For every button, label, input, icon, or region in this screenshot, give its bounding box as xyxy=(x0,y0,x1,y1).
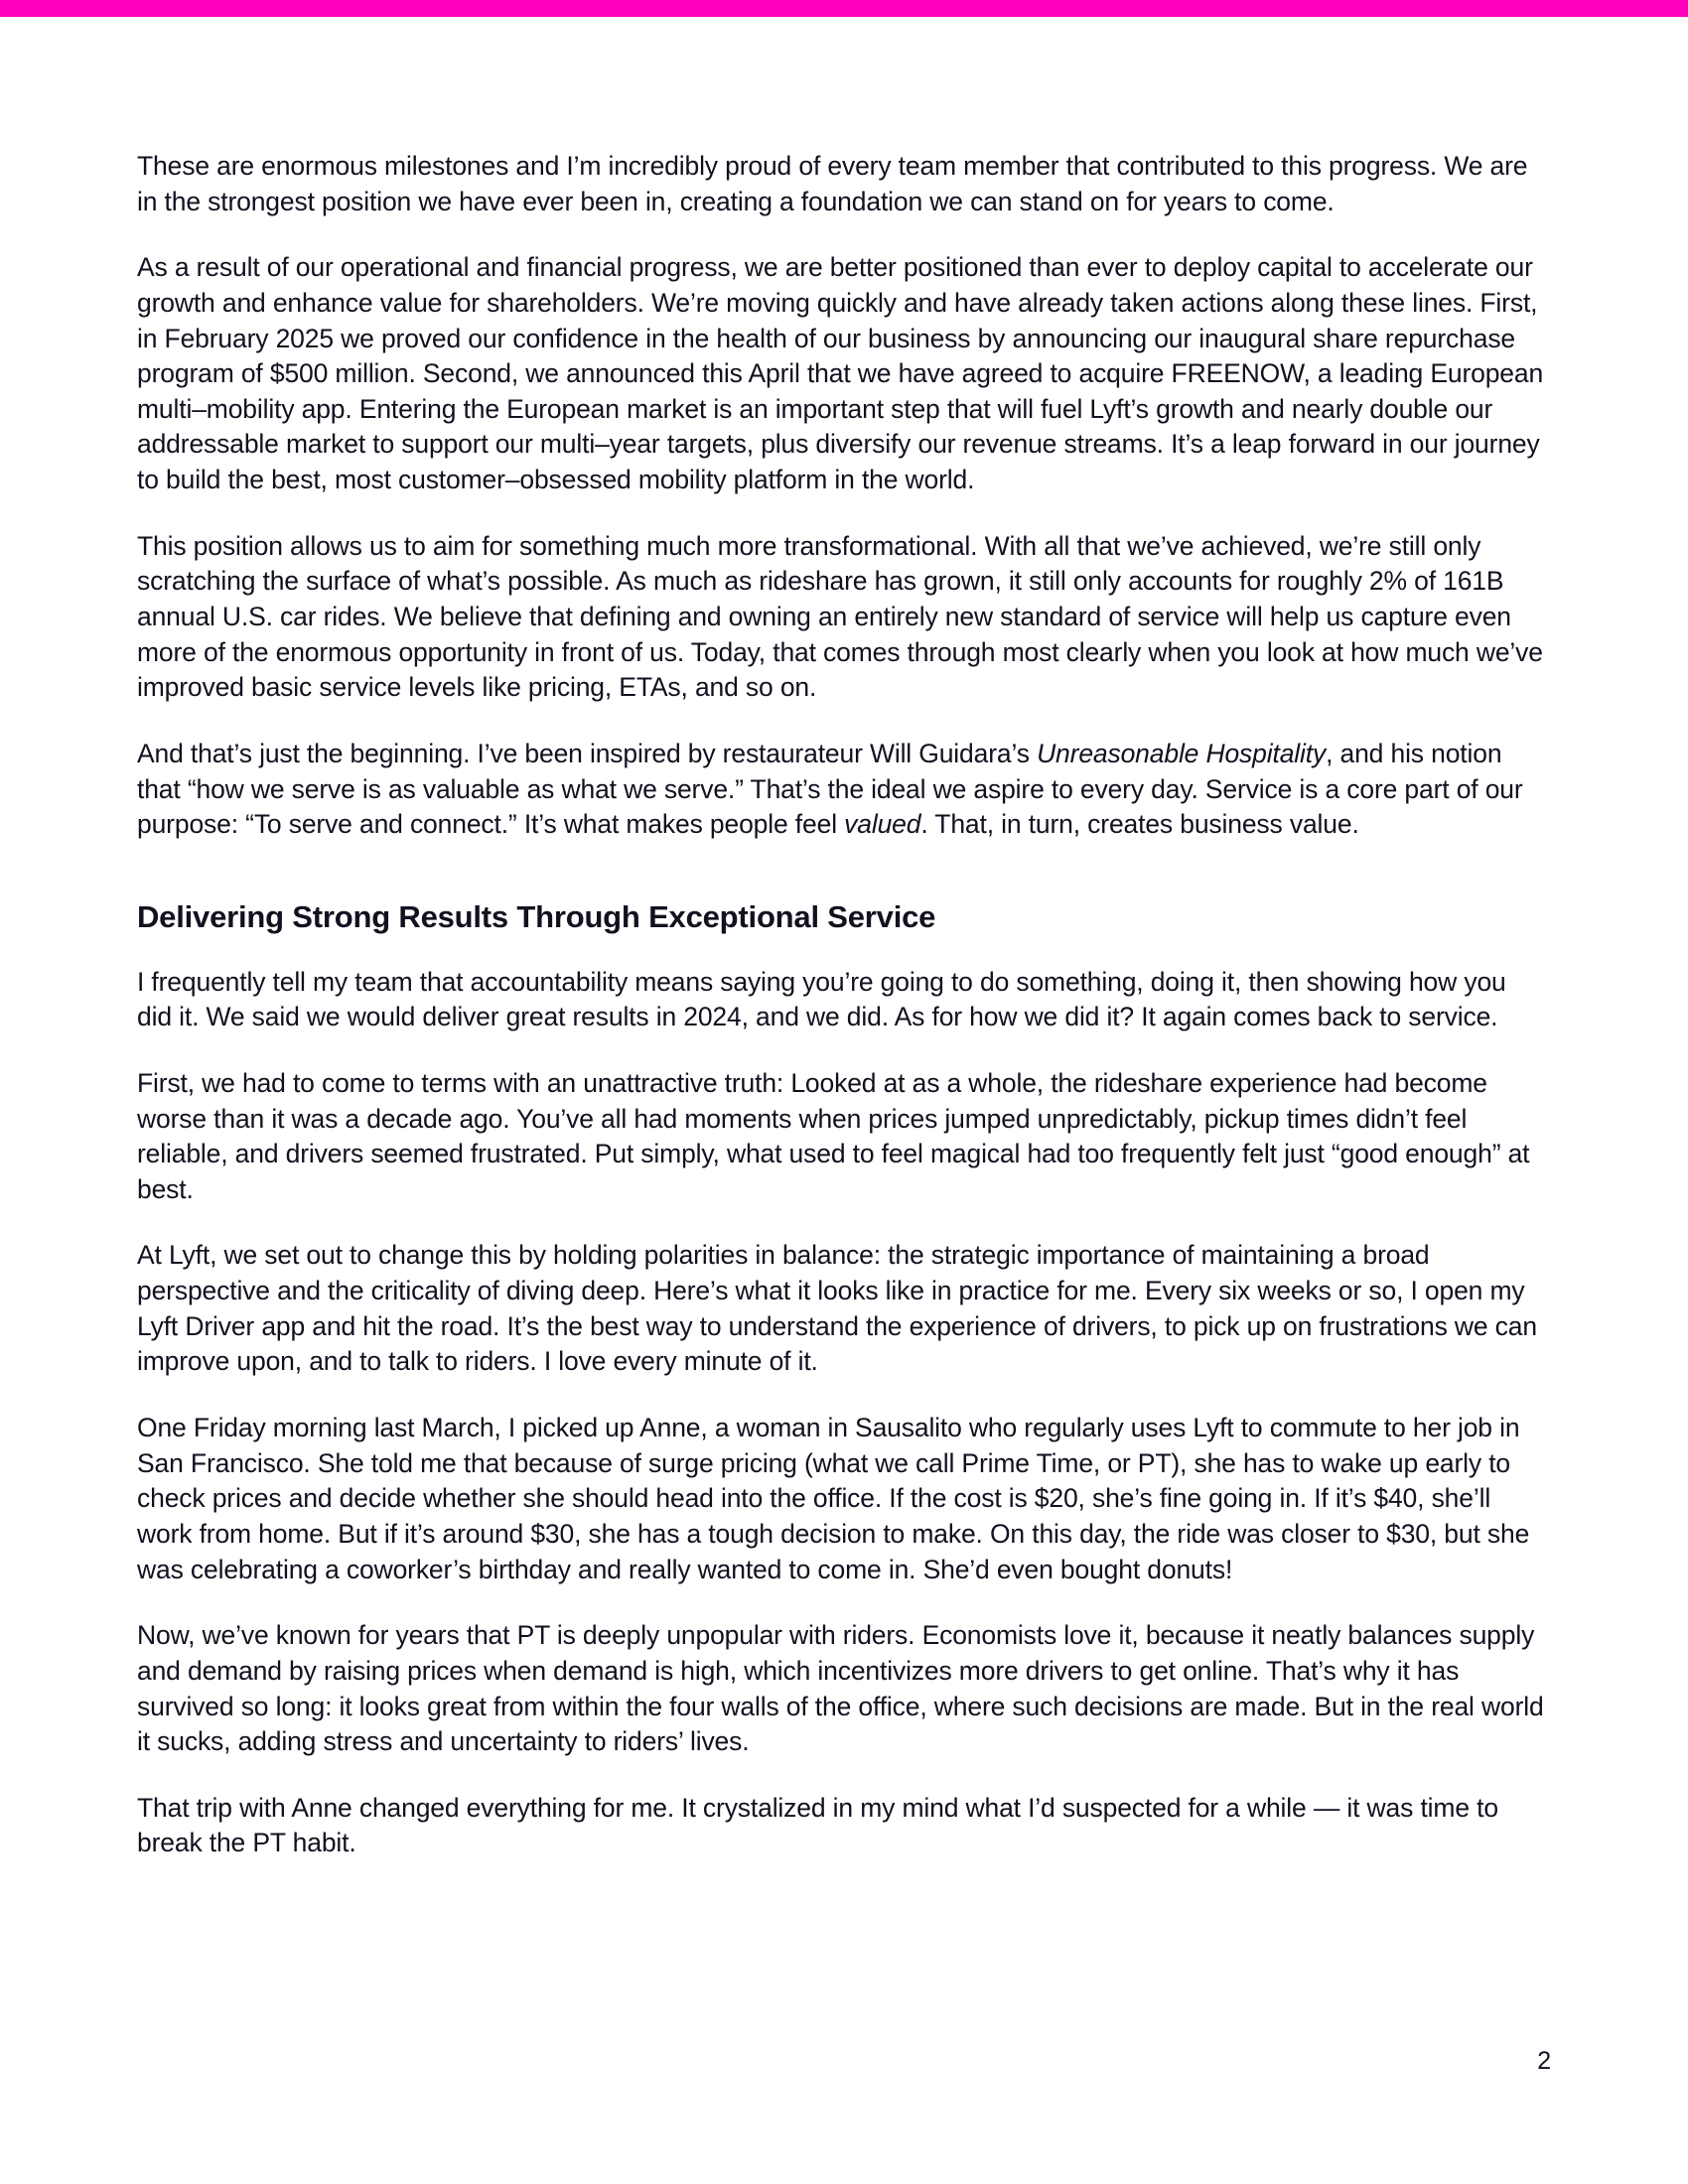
paragraph-unreasonable-hospitality xyxy=(137,737,1547,843)
paragraph-anne-story: One Friday morning last March, I picked up Anne, a woman in Sausalito who regularly uses Lyft to commute to her job in San Francisco. She told me that because of surge pricing (what we call Prime Time, or PT), she has to wake up early to check prices and decide whether she should head into the office. If the cost is $20, she’s fine going in. If it’s $40, she’ll work from home. But if it’s around $30, she has a tough decision to make. On this day, the ride was closer to $30, but she was celebrating a coworker’s birthday and really wanted to come in. She’d even bought donuts! xyxy=(137,1413,1530,1584)
hospitality-text-part-1: And that’s just the beginning. I’ve been inspired by restaurateur Will Guidara’s xyxy=(137,738,1038,768)
paragraph-prime-time-unpopular: Now, we’ve known for years that PT is deeply unpopular with riders. Economists love it, because it neatly balances supply and demand by raising prices when demand is high, which incentivizes more drivers to get online. That’s why it has survived so long: it looks great from within the four walls of the office, where such decisions are made. But in the real world it sucks, adding stress and uncertainty to riders’ lives. xyxy=(137,1620,1544,1757)
paragraph-capital-deployment: As a result of our operational and financial progress, we are better positioned than ever to deploy capital to accelerate our growth and enhance value for shareholders. We’re moving quickly and have already taken actions along these lines. First, in February 2025 we proved our confidence in the health of our business by announcing our inaugural share repurchase program of $500 million. Second, we announced this April that we have agreed to acquire FREENOW, a leading European multi–mobility app. Entering the European market is an important step that will fuel Lyft’s growth and nearly double our addressable market to support our multi–year targets, plus diversify our revenue streams. It’s a leap forward in our journey to build the best, most customer–obsessed mobility platform in the world. xyxy=(137,252,1544,495)
book-title-unreasonable-hospitality: Unreasonable Hospitality xyxy=(1037,738,1327,768)
hospitality-text-part-2: , and his notion that “how we serve is as valuable as what we serve.” That’s the ideal we aspire to every day. Service is a core part of our purpose: “To serve and connect.” It’s what makes people feel xyxy=(137,738,1523,840)
emphasis-valued: valued xyxy=(844,809,921,840)
paragraph-polarities-in-balance: At Lyft, we set out to change this by holding polarities in balance: the strategic importance of maintaining a broad perspective and the criticality of diving deep. Here’s what it looks like in practice for me. Every six weeks or so, I open my Lyft Driver app and hit the road. It’s the best way to understand the experience of drivers, to pick up on frustrations we can improve upon, and to talk to riders. I love every minute of it. xyxy=(137,1240,1537,1377)
hospitality-text-part-3: . That, in turn, creates business value. xyxy=(920,809,1359,840)
document-body xyxy=(137,149,1547,1861)
paragraph-transformational: This position allows us to aim for something much more transformational. With all that we’ve achieved, we’re still only scratching the surface of what’s possible. As much as rideshare has grown, it still only accounts for roughly 2% of 161B annual U.S. car rides. We believe that defining and owning an entirely new standard of service will help us capture even more of the enormous opportunity in front of us. Today, that comes through most clearly when you look at how much we’ve improved basic service levels like pricing, ETAs, and so on. xyxy=(137,530,1543,703)
page-number: 2 xyxy=(1537,2047,1551,2075)
brand-accent-bar xyxy=(0,0,1688,17)
paragraph-break-pt-habit: That trip with Anne changed everything for me. It crystalized in my mind what I’d suspected for a while — it was time to break the PT habit. xyxy=(137,1792,1498,1858)
section-heading-delivering-strong-results: Delivering Strong Results Through Exceptional Service xyxy=(137,898,936,934)
paragraph-milestones: These are enormous milestones and I’m incredibly proud of every team member that contributed to this progress. We are in the strongest position we have ever been in, creating a foundation we can stand on for years to come. xyxy=(137,151,1528,216)
paragraph-unattractive-truth: First, we had to come to terms with an unattractive truth: Looked at as a whole, the rideshare experience had become worse than it was a decade ago. You’ve all had moments when prices jumped unpredictably, pickup times didn’t feel reliable, and drivers seemed frustrated. Put simply, what used to feel magical had too frequently felt just “good enough” at best. xyxy=(137,1067,1530,1204)
paragraph-accountability: I frequently tell my team that accountability means saying you’re going to do something, doing it, then showing how you did it. We said we would deliver great results in 2024, and we did. As for how we did it? It again comes back to service. xyxy=(137,966,1506,1032)
